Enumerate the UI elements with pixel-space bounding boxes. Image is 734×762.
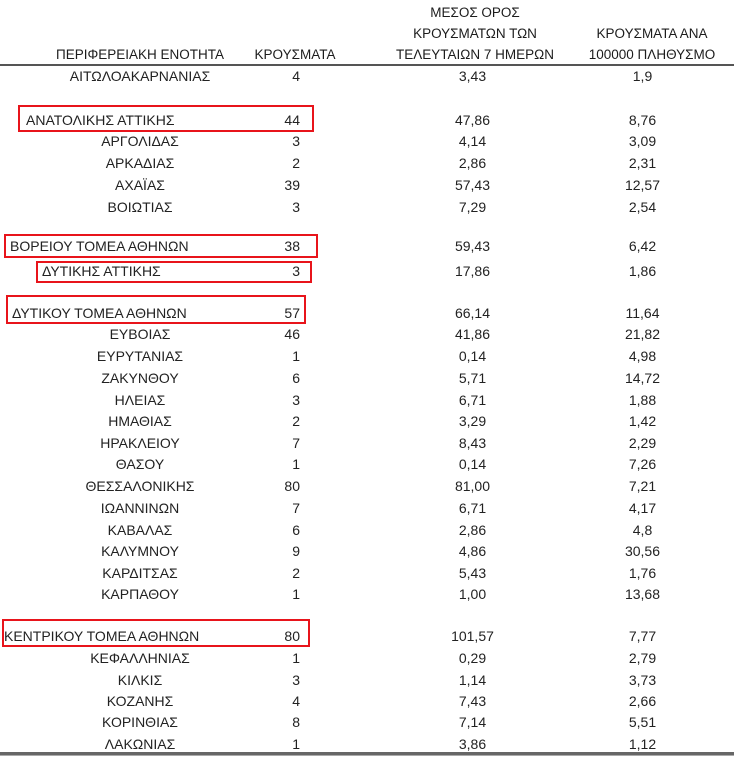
per100k-cell: 1,12 — [628, 736, 657, 752]
header-avg7-line2: ΚΡΟΥΣΜΑΤΩΝ ΤΩΝ — [413, 26, 537, 41]
highlight-box-kentrikou-tomea — [2, 619, 310, 647]
region-cell: ΒΟΙΩΤΙΑΣ — [107, 199, 173, 215]
table-row — [0, 734, 734, 754]
avg7-cell: 7,43 — [458, 693, 487, 709]
region-cell: ΑΡΚΑΔΙΑΣ — [105, 155, 175, 171]
table-row — [0, 390, 734, 410]
avg7-cell: 8,43 — [458, 435, 487, 451]
avg7-cell: 3,29 — [458, 413, 487, 429]
table-row — [0, 433, 734, 453]
per100k-cell: 1,88 — [628, 392, 657, 408]
per100k-cell: 1,9 — [632, 68, 653, 84]
region-cell: ΑΝΑΤΟΛΙΚΗΣ ΑΤΤΙΚΗΣ — [26, 112, 175, 128]
per100k-cell: 2,31 — [628, 155, 657, 171]
per100k-cell: 30,56 — [624, 543, 661, 559]
header-region: ΠΕΡΙΦΕΡΕΙΑΚΗ ΕΝΟΤΗΤΑ — [55, 47, 225, 62]
per100k-cell: 3,09 — [628, 133, 657, 149]
table-row — [0, 454, 734, 474]
per100k-cell: 1,86 — [628, 263, 657, 279]
table-row — [0, 584, 734, 604]
avg7-cell: 0,14 — [458, 348, 487, 364]
per100k-cell: 21,82 — [624, 326, 661, 342]
cases-cell: 46 — [284, 326, 300, 342]
per100k-cell: 4,98 — [628, 348, 657, 364]
cases-cell: 3 — [292, 133, 300, 149]
region-cell: ΔΥΤΙΚΗΣ ΑΤΤΙΚΗΣ — [42, 263, 161, 279]
per100k-cell: 1,76 — [628, 565, 657, 581]
region-cell: ΚΑΡΔΙΤΣΑΣ — [102, 565, 178, 581]
cases-cell: 1 — [292, 456, 300, 472]
highlight-box-dytikou-tomea — [6, 295, 306, 324]
table-bottom-divider — [0, 752, 734, 756]
per100k-cell: 2,54 — [628, 199, 657, 215]
region-cell: ΚΟΡΙΝΘΙΑΣ — [102, 714, 178, 730]
highlight-box-anatolikis-attikis — [18, 105, 314, 132]
avg7-cell: 3,86 — [458, 736, 487, 752]
cases-cell: 80 — [284, 478, 300, 494]
region-cell: ΕΥΒΟΙΑΣ — [109, 326, 171, 342]
avg7-cell: 0,29 — [458, 650, 487, 666]
cases-cell: 4 — [292, 693, 300, 709]
region-cell: ΚΙΛΚΙΣ — [117, 672, 163, 688]
table-row — [0, 498, 734, 518]
cases-cell: 8 — [292, 714, 300, 730]
region-cell: ΙΩΑΝΝΙΝΩΝ — [100, 500, 180, 516]
cases-cell: 7 — [292, 500, 300, 516]
avg7-cell: 1,00 — [458, 586, 487, 602]
avg7-cell: 7,29 — [458, 199, 487, 215]
table-row — [0, 324, 734, 344]
avg7-cell: 4,86 — [458, 543, 487, 559]
avg7-cell: 6,71 — [458, 500, 487, 516]
cases-cell: 3 — [292, 199, 300, 215]
table-row — [0, 563, 734, 583]
per100k-cell: 2,79 — [628, 650, 657, 666]
region-cell: ΗΜΑΘΙΑΣ — [108, 413, 172, 429]
avg7-cell: 41,86 — [454, 326, 491, 342]
table-row — [0, 153, 734, 173]
per100k-cell: 8,76 — [628, 112, 657, 128]
header-avg7-line1: ΜΕΣΟΣ ΟΡΟΣ — [430, 5, 520, 20]
region-cell: ΑΧΑΪΑΣ — [115, 177, 165, 193]
table-row — [0, 520, 734, 540]
per100k-cell: 7,26 — [628, 456, 657, 472]
avg7-cell: 17,86 — [454, 263, 491, 279]
table-row — [0, 346, 734, 366]
avg7-cell: 0,14 — [458, 456, 487, 472]
cases-cell: 1 — [292, 586, 300, 602]
table-row — [0, 541, 734, 561]
table-row — [0, 476, 734, 496]
per100k-cell: 6,42 — [628, 238, 657, 254]
region-cell: ΗΡΑΚΛΕΙΟΥ — [100, 435, 180, 451]
region-cell: ΔΥΤΙΚΟΥ ΤΟΜΕΑ ΑΘΗΝΩΝ — [12, 305, 187, 321]
avg7-cell: 5,71 — [458, 370, 487, 386]
cases-cell: 1 — [292, 650, 300, 666]
cases-cell: 80 — [284, 628, 300, 644]
region-cell: ΖΑΚΥΝΘΟΥ — [101, 370, 179, 386]
cases-cell: 6 — [292, 522, 300, 538]
region-cell: ΒΟΡΕΙΟΥ ΤΟΜΕΑ ΑΘΗΝΩΝ — [10, 238, 189, 254]
region-cell: ΕΥΡΥΤΑΝΙΑΣ — [96, 348, 184, 364]
cases-cell: 7 — [292, 435, 300, 451]
table-row — [0, 368, 734, 388]
avg7-cell: 47,86 — [454, 112, 491, 128]
header-cases: ΚΡΟΥΣΜΑΤΑ — [254, 47, 336, 62]
region-cell: ΘΕΣΣΑΛΟΝΙΚΗΣ — [85, 478, 195, 494]
cases-cell: 3 — [292, 672, 300, 688]
cases-cell: 1 — [292, 736, 300, 752]
avg7-cell: 2,86 — [458, 155, 487, 171]
cases-cell: 2 — [292, 413, 300, 429]
per100k-cell: 4,17 — [628, 500, 657, 516]
avg7-cell: 1,14 — [458, 672, 487, 688]
table-row — [0, 175, 734, 195]
avg7-cell: 59,43 — [454, 238, 491, 254]
per100k-cell: 3,73 — [628, 672, 657, 688]
cases-cell: 4 — [292, 68, 300, 84]
avg7-cell: 2,86 — [458, 522, 487, 538]
table-row — [0, 66, 734, 86]
avg7-cell: 101,57 — [451, 628, 494, 644]
table-row — [0, 670, 734, 690]
region-cell: ΚΕΝΤΡΙΚΟΥ ΤΟΜΕΑ ΑΘΗΝΩΝ — [4, 628, 200, 644]
per100k-cell: 5,51 — [628, 714, 657, 730]
avg7-cell: 57,43 — [454, 177, 491, 193]
cases-cell: 57 — [284, 305, 300, 321]
per100k-cell: 11,64 — [625, 305, 660, 321]
header-per100k-line1: ΚΡΟΥΣΜΑΤΑ ΑΝΑ — [596, 26, 708, 41]
region-cell: ΚΑΡΠΑΘΟΥ — [101, 586, 179, 602]
per100k-cell: 2,29 — [628, 435, 657, 451]
avg7-cell: 66,14 — [454, 305, 491, 321]
per100k-cell: 2,66 — [628, 693, 657, 709]
avg7-cell: 5,43 — [458, 565, 487, 581]
region-cell: ΑΙΤΩΛΟΑΚΑΡΝΑΝΙΑΣ — [69, 68, 211, 84]
region-cell: ΗΛΕΙΑΣ — [114, 392, 166, 408]
region-cell: ΚΑΒΑΛΑΣ — [107, 522, 173, 538]
table-row — [0, 197, 734, 217]
region-cell: ΛΑΚΩΝΙΑΣ — [104, 736, 176, 752]
per100k-cell: 7,77 — [628, 628, 657, 644]
avg7-cell: 3,43 — [458, 68, 487, 84]
cases-cell: 3 — [292, 263, 300, 279]
per100k-cell: 12,57 — [624, 177, 661, 193]
per100k-cell: 4,8 — [632, 522, 653, 538]
region-cell: ΚΕΦΑΛΛΗΝΙΑΣ — [90, 650, 190, 666]
table-row — [0, 648, 734, 668]
table-row — [0, 131, 734, 151]
header-per100k-line2: 100000 ΠΛΗΘΥΣΜΟ — [588, 47, 716, 62]
highlight-box-voreiou-tomea — [4, 234, 318, 258]
cases-cell: 2 — [292, 155, 300, 171]
cases-cell: 1 — [292, 348, 300, 364]
avg7-cell: 6,71 — [458, 392, 487, 408]
region-cell: ΑΡΓΟΛΙΔΑΣ — [101, 133, 179, 149]
region-cell: ΘΑΣΟΥ — [115, 456, 165, 472]
cases-cell: 44 — [284, 112, 300, 128]
avg7-cell: 4,14 — [458, 133, 487, 149]
highlight-box-dytikis-attikis — [36, 261, 312, 283]
region-cell: ΚΟΖΑΝΗΣ — [106, 693, 174, 709]
per100k-cell: 14,72 — [624, 370, 661, 386]
cases-cell: 3 — [292, 392, 300, 408]
per100k-cell: 13,68 — [624, 586, 661, 602]
per100k-cell: 1,42 — [628, 413, 657, 429]
cases-cell: 9 — [292, 543, 300, 559]
region-cell: ΚΑΛΥΜΝΟΥ — [101, 543, 179, 559]
table-row — [0, 411, 734, 431]
avg7-cell: 81,00 — [454, 478, 491, 494]
cases-cell: 2 — [292, 565, 300, 581]
table-row — [0, 712, 734, 732]
cases-cell: 38 — [284, 238, 300, 254]
table-row — [0, 691, 734, 711]
cases-cell: 6 — [292, 370, 300, 386]
header-avg7-line3: ΤΕΛΕΥΤΑΙΩΝ 7 ΗΜΕΡΩΝ — [396, 47, 554, 62]
avg7-cell: 7,14 — [458, 714, 487, 730]
cases-cell: 39 — [284, 177, 300, 193]
per100k-cell: 7,21 — [628, 478, 657, 494]
